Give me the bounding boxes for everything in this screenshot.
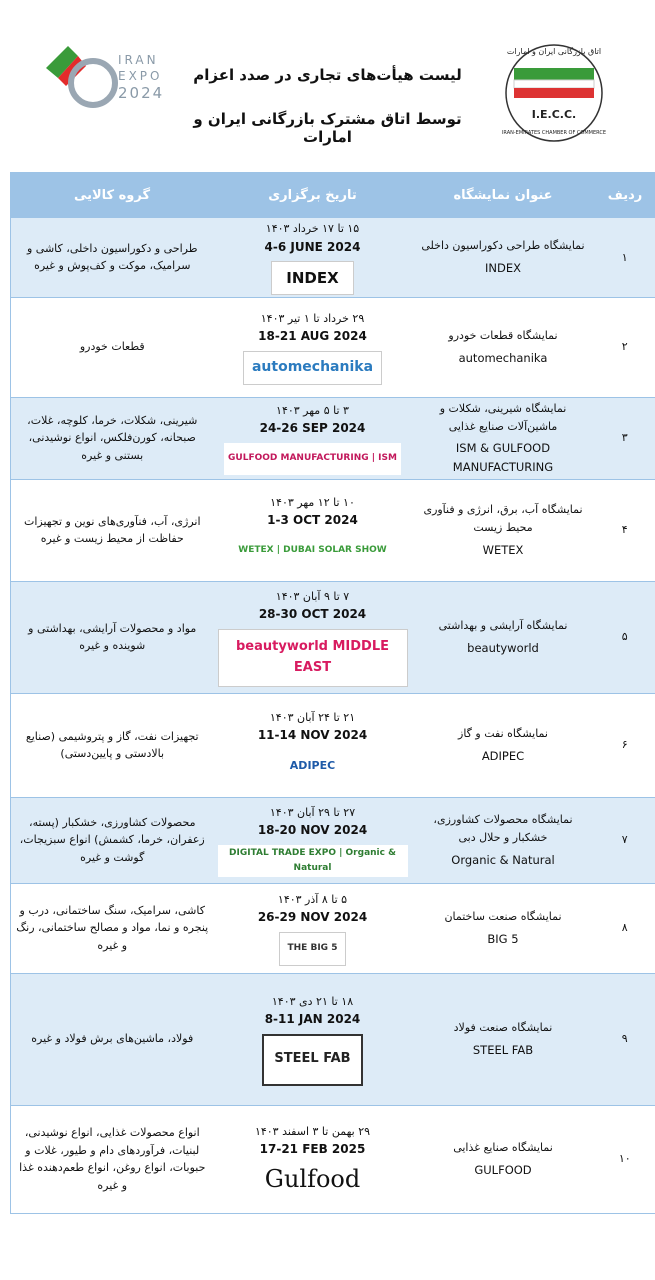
date-gregorian: 24-26 SEP 2024 xyxy=(259,421,366,436)
goods-group: مواد و محصولات آرایشی، بهداشتی و شوینده و غیره xyxy=(11,581,214,693)
iecc-abbr: I.E.C.C. xyxy=(531,108,577,121)
table-row xyxy=(11,297,655,397)
exhibition-logo: beautyworld MIDDLE EAST xyxy=(218,629,408,687)
exhibition-title xyxy=(412,693,595,797)
date-persian: ۳ تا ۵ مهر ۱۴۰۳ xyxy=(276,403,349,417)
table-row xyxy=(11,218,655,298)
row-number: ۱ xyxy=(595,218,655,298)
row-number: ۵ xyxy=(595,581,655,693)
exhibition-logo: automechanika xyxy=(243,351,382,385)
date-persian: ۲۷ تا ۲۹ آبان ۱۴۰۳ xyxy=(269,805,356,819)
row-number: ۳ xyxy=(595,397,655,479)
exhibition-title-en: STEEL FAB xyxy=(472,1042,534,1057)
exhibition-title-fa: نمایشگاه صنعت ساختمان xyxy=(444,910,562,924)
exhibition-logo: INDEX xyxy=(271,261,353,295)
goods-group: انواع محصولات غذایی، انواع نوشیدنی، لبنیات، فرآوردهای دام و طیور، غلات و حبوبات، انواع روغن، انواع طعم‌دهنده غذا و غیره xyxy=(11,1105,214,1213)
header-row-number: ردیف xyxy=(595,173,655,218)
exhibition-logo: STEEL FAB xyxy=(262,1034,362,1086)
exhibition-date xyxy=(214,973,412,1105)
date-gregorian: 28-30 OCT 2024 xyxy=(258,607,367,622)
table-row xyxy=(11,797,655,883)
date-persian: ۱۵ تا ۱۷ خرداد ۱۴۰۳ xyxy=(265,222,360,235)
exhibition-title xyxy=(412,883,595,973)
exhibition-date xyxy=(214,479,412,581)
exhibition-logo: ADIPEC xyxy=(284,750,341,782)
exhibition-title-fa: نمایشگاه محصولات کشاورزی، خشکبار و حلال دبی xyxy=(433,813,573,845)
date-gregorian: 17-21 FEB 2025 xyxy=(259,1142,366,1157)
date-persian: ۷ تا ۹ آبان ۱۴۰۳ xyxy=(275,589,350,603)
iecc-bottom: IRAN-EMIRATES CHAMBER OF COMMERCE xyxy=(501,130,607,136)
row-number: ۲ xyxy=(595,297,655,397)
goods-group: کاشی، سرامیک، سنگ ساختمانی، درب و پنجره و نما، مواد و مصالح ساختمانی، رنگ و غیره xyxy=(11,883,214,973)
row-number: ۶ xyxy=(595,693,655,797)
exhibition-title-fa: نمایشگاه طراحی دکوراسیون داخلی xyxy=(421,239,585,253)
exhibition-date xyxy=(214,397,412,479)
row-number: ۹ xyxy=(595,973,655,1105)
exhibition-title-en: ISM & GULFOOD MANUFACTURING xyxy=(452,441,554,474)
date-gregorian: 11-14 NOV 2024 xyxy=(257,728,368,743)
table-row xyxy=(11,883,655,973)
date-persian: ۲۹ بهمن تا ۳ اسفند ۱۴۰۳ xyxy=(254,1124,371,1138)
date-persian: ۲۹ خرداد تا ۱ تیر ۱۴۰۳ xyxy=(260,311,365,325)
exhibition-date xyxy=(214,693,412,797)
table-row xyxy=(11,973,655,1105)
exhibition-title xyxy=(412,218,595,298)
date-gregorian: 18-21 AUG 2024 xyxy=(258,329,367,344)
date-gregorian: 18-20 NOV 2024 xyxy=(257,823,368,838)
exhibition-logo: Gulfood xyxy=(261,1164,364,1196)
date-gregorian: 1-3 OCT 2024 xyxy=(267,513,358,528)
exhibition-title-en: Organic & Natural xyxy=(451,852,555,867)
iecc-arc-text: اتاق بازرگانی ایران و امارات xyxy=(506,47,602,56)
iecc-logo xyxy=(490,38,618,148)
table-row xyxy=(11,1105,655,1213)
date-persian: ۲۱ تا ۲۴ آبان ۱۴۰۳ xyxy=(269,710,356,724)
table-row xyxy=(11,581,655,693)
exhibition-title xyxy=(412,581,595,693)
exhibition-title-en: BIG 5 xyxy=(487,931,519,946)
exhibition-title-en: beautyworld xyxy=(467,640,539,655)
exhibition-logo: DIGITAL TRADE EXPO | Organic & Natural xyxy=(218,845,408,877)
exhibition-title-en: automechanika xyxy=(458,350,548,365)
exhibition-title xyxy=(412,973,595,1105)
exhibition-date xyxy=(214,883,412,973)
row-number: ۷ xyxy=(595,797,655,883)
exhibition-title-fa: نمایشگاه آب، برق، انرژی و فنآوری محیط زیست xyxy=(423,503,583,535)
header xyxy=(0,0,655,170)
date-gregorian: 8-11 JAN 2024 xyxy=(264,1012,361,1027)
exhibition-title-en: WETEX xyxy=(482,542,524,557)
header-title: عنوان نمایشگاه xyxy=(412,173,595,218)
exhibition-title-en: INDEX xyxy=(485,260,521,275)
goods-group: محصولات کشاورزی، خشکبار (پسته، زعفران، خرما، کشمش) انواع سبزیجات، گوشت و غیره xyxy=(11,797,214,883)
page-title-line2: توسط اتاق مشترک بازرگانی ایران و امارات xyxy=(193,110,462,146)
exhibition-title-fa: نمایشگاه نفت و گاز xyxy=(458,727,548,741)
row-number: ۱۰ xyxy=(595,1105,655,1213)
table-row xyxy=(11,479,655,581)
exhibition-date xyxy=(214,218,412,298)
exhibition-title xyxy=(412,479,595,581)
expo-logo-top: IRAN xyxy=(118,53,159,67)
exhibition-title-fa: نمایشگاه آرایشی و بهداشتی xyxy=(438,619,568,633)
page-title-line1: لیست هیأت‌های تجاری در صدد اعزام xyxy=(193,66,462,84)
exhibition-date xyxy=(214,581,412,693)
exhibition-logo: GULFOOD MANUFACTURING | ISM xyxy=(224,443,401,475)
exhibitions-table xyxy=(10,172,655,1214)
goods-group: انرژی، آب، فنآوری‌های نوین و تجهیزات حفاظت از محیط زیست و غیره xyxy=(11,479,214,581)
row-number: ۴ xyxy=(595,479,655,581)
header-goods: گروه کالایی xyxy=(11,173,214,218)
header-date: تاریخ برگزاری xyxy=(214,173,412,218)
exhibition-title-fa: نمایشگاه قطعات خودرو xyxy=(448,329,558,343)
exhibition-title xyxy=(412,797,595,883)
exhibition-date xyxy=(214,1105,412,1213)
date-persian: ۱۰ تا ۱۲ مهر ۱۴۰۳ xyxy=(270,495,355,509)
goods-group: فولاد، ماشین‌های برش فولاد و غیره xyxy=(11,973,214,1105)
date-persian: ۱۸ تا ۲۱ دی ۱۴۰۳ xyxy=(271,994,354,1008)
exhibition-title-fa: نمایشگاه صنایع غذایی xyxy=(453,1141,553,1155)
exhibition-logo: THE BIG 5 xyxy=(279,932,347,966)
table-header-row xyxy=(11,173,655,218)
goods-group: تجهیزات نفت، گاز و پتروشیمی (صنایع بالادستی و پایین‌دستی) xyxy=(11,693,214,797)
exhibition-title-en: GULFOOD xyxy=(474,1162,532,1177)
expo-logo-mid: EXPO xyxy=(118,69,163,83)
goods-group: قطعات خودرو xyxy=(11,297,214,397)
exhibition-logo: WETEX | DUBAI SOLAR SHOW xyxy=(234,535,390,567)
table-row xyxy=(11,397,655,479)
exhibition-title-fa: نمایشگاه شیرینی، شکلات و ماشین‌آلات صنایع غذایی xyxy=(439,402,567,433)
expo-logo-year: 2024 xyxy=(118,84,165,102)
goods-group: طراحی و دکوراسیون داخلی، کاشی و سرامیک، موکت و کف‌پوش و غیره xyxy=(11,218,214,298)
exhibition-date xyxy=(214,297,412,397)
exhibition-title xyxy=(412,297,595,397)
date-gregorian: 4-6 JUNE 2024 xyxy=(264,239,361,254)
exhibition-title-fa: نمایشگاه صنعت فولاد xyxy=(453,1021,553,1035)
exhibition-title-en: ADIPEC xyxy=(481,748,525,763)
exhibition-title xyxy=(412,1105,595,1213)
iran-expo-logo xyxy=(38,38,178,118)
date-gregorian: 26-29 NOV 2024 xyxy=(257,910,368,925)
date-persian: ۵ تا ۸ آذر ۱۴۰۳ xyxy=(277,892,348,906)
exhibition-date xyxy=(214,797,412,883)
table-row xyxy=(11,693,655,797)
row-number: ۸ xyxy=(595,883,655,973)
exhibition-title xyxy=(412,397,595,479)
goods-group: شیرینی، شکلات، خرما، کلوچه، غلات، صبحانه، کورن‌فلکس، انواع نوشیدنی، بستنی و غیره xyxy=(11,397,214,479)
